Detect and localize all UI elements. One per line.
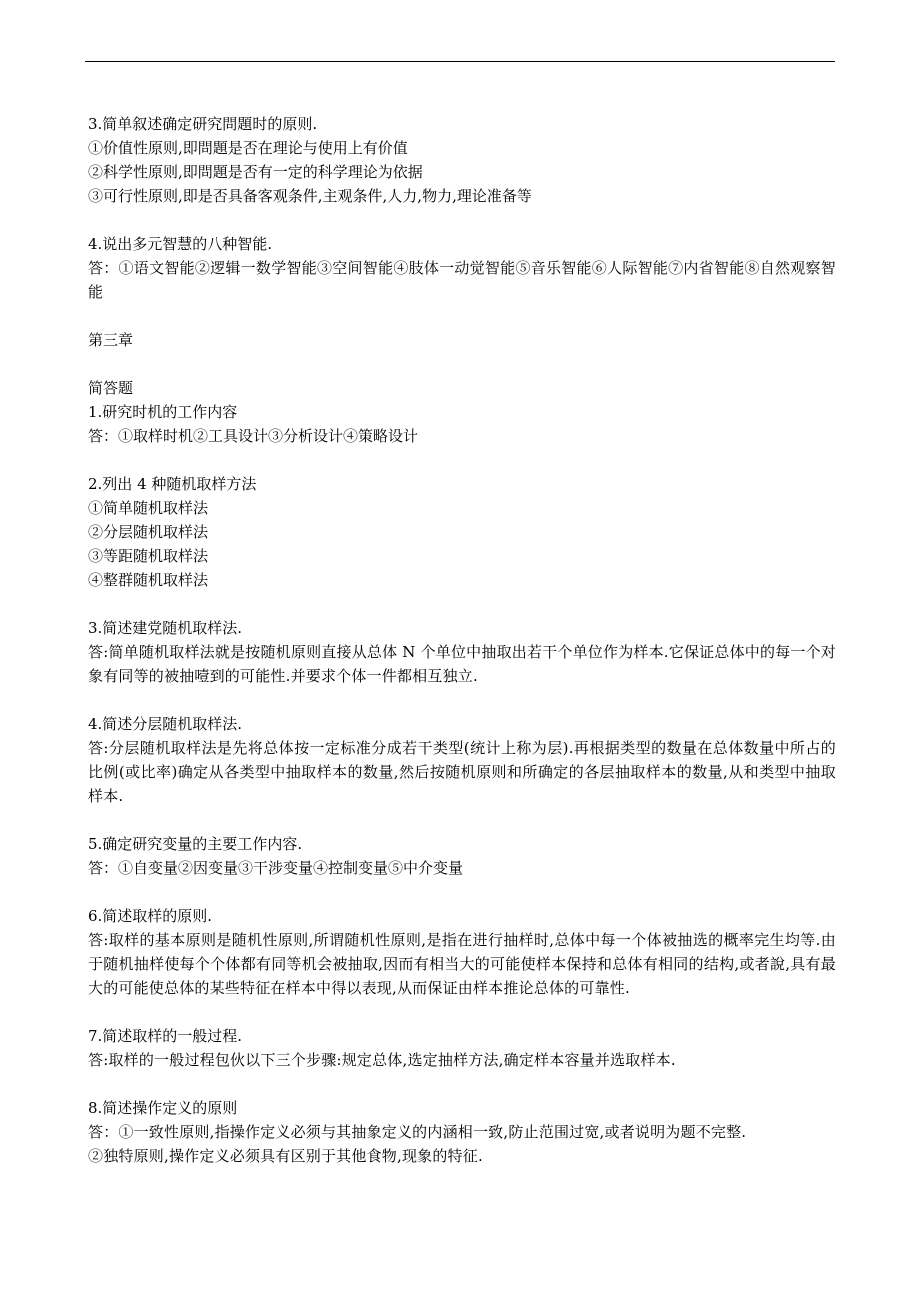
question-title: 4.说出多元智慧的八种智能.: [88, 235, 273, 253]
list-item: ④整群随机取样法: [88, 571, 209, 589]
answer-text: 答:取样的基本原则是随机性原则,所谓随机性原则,是指在进行抽样时,总体中每一个体被抽选的概率完生均等.由于随机抽样使每个个体都有同等机会被抽取,因而有相当大的可能使样本保持和总体有相同的结构,或者說,具有最大的可能使总体的某些特征在样本中得以表现,从而保证由样本推论总体的可靠性.: [88, 931, 836, 997]
question-title: 4.简述分层随机取样法.: [88, 715, 243, 733]
question-title: 2.列出 4 种随机取样方法: [88, 475, 257, 493]
question-title: 5.确定研究变量的主要工作内容.: [88, 835, 303, 853]
answer-text: 答：①一致性原则,指操作定义必须与其抽象定义的内涵相一致,防止范围过宽,或者说明为题不完整.: [88, 1123, 747, 1141]
section-heading: 简答题: [88, 379, 134, 397]
list-item: ③可行性原则,即是否具备客观条件,主观条件,人力,物力,理论准备等: [88, 187, 532, 205]
list-item: ②独特原则,操作定义必须具有区别于其他食物,现象的特征.: [88, 1147, 483, 1165]
question-title: 7.简述取样的一般过程.: [88, 1027, 243, 1045]
spacer: [88, 808, 836, 832]
spacer: [88, 352, 836, 376]
spacer: [88, 880, 836, 904]
list-item: ①价值性原则,即問題是否在理论与使用上有价值: [88, 139, 408, 157]
spacer: [88, 688, 836, 712]
list-item: ①简单随机取样法: [88, 499, 209, 517]
spacer: [88, 1000, 836, 1024]
answer-text: 答:取样的一般过程包伙以下三个步骤:规定总体,选定抽样方法,确定样本容量并选取样本.: [88, 1051, 676, 1069]
answer-text: 答：①取样时机②工具设计③分析设计④策略设计: [88, 427, 419, 445]
answer-text: 答：①自变量②因变量③干涉变量④控制变量⑤中介变量: [88, 859, 464, 877]
document-body: [88, 112, 836, 1168]
spacer: [88, 304, 836, 328]
list-item: ②科学性原则,即問題是否有一定的科学理论为依据: [88, 163, 423, 181]
list-item: ③等距随机取样法: [88, 547, 209, 565]
spacer: [88, 592, 836, 616]
header-rule: [85, 61, 835, 62]
question-title: 3.简述建党随机取样法.: [88, 619, 243, 637]
question-title: 1.研究时机的工作内容: [88, 403, 238, 421]
answer-text: 答：①语文智能②逻辑一数学智能③空间智能④肢体一动觉智能⑤音乐智能⑥人际智能⑦内省智能⑧自然观察智能: [88, 259, 836, 301]
spacer: [88, 208, 836, 232]
chapter-heading: 第三章: [88, 331, 134, 349]
question-title: 3.简单叙述确定研究問題时的原则.: [88, 115, 318, 133]
answer-text: 答:简单随机取样法就是按随机原则直接从总体 N 个单位中抽取出若干个单位作为样本.它保证总体中的每一个对象有同等的被抽噎到的可能性.并要求个体一件都相互独立.: [88, 643, 836, 685]
spacer: [88, 1072, 836, 1096]
spacer: [88, 448, 836, 472]
answer-text: 答:分层随机取样法是先将总体按一定标准分成若干类型(统计上称为层).再根据类型的数量在总体数量中所占的比例(或比率)确定从各类型中抽取样本的数量,然后按随机原则和所确定的各层抽取样本的数量,从和类型中抽取样本.: [88, 739, 836, 805]
list-item: ②分层随机取样法: [88, 523, 209, 541]
question-title: 6.简述取样的原则.: [88, 907, 213, 925]
question-title: 8.简述操作定义的原则: [88, 1099, 238, 1117]
